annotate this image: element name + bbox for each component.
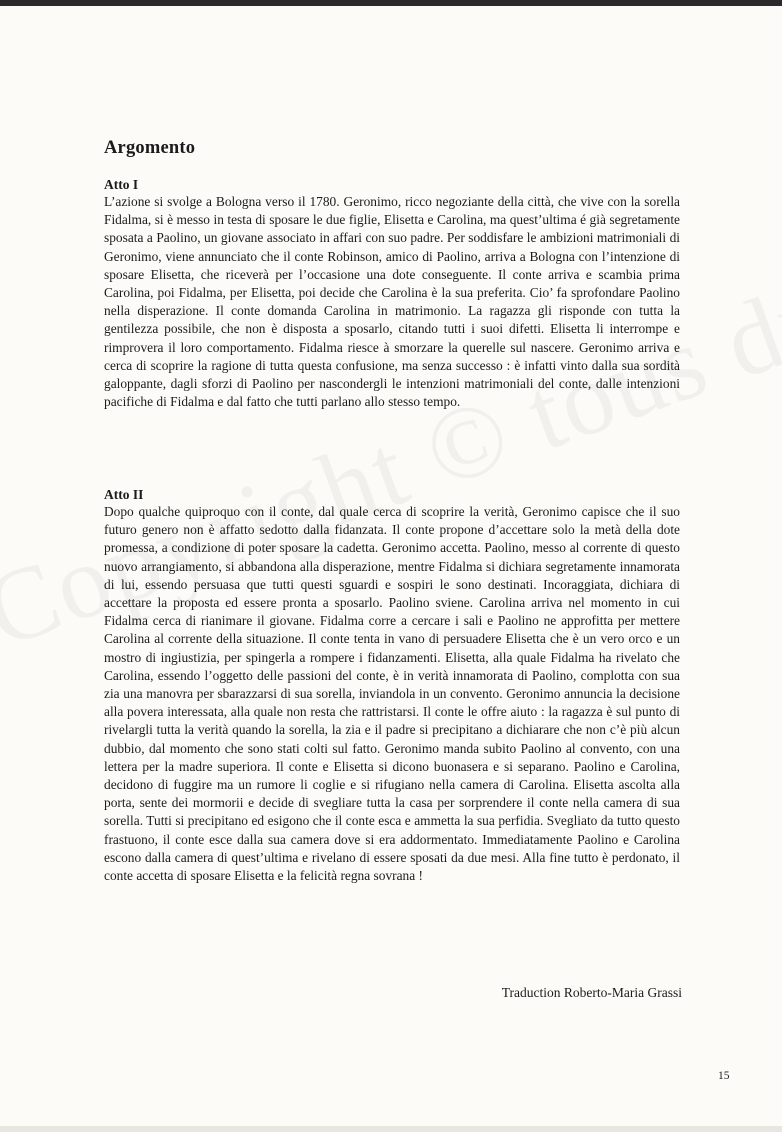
act-1-text: L’azione si svolge a Bologna verso il 1780. Geronimo, ricco negoziante della città, che vive con la sorella Fidalma, si è messo in testa di sposare le due figlie, Elisetta e Carolina, ma quest’ultima é già segretamente sposata a Paolino, un giovane associato in affari con suo padre. Per soddisfare le ambizioni matrimoniali di Geronimo, viene annunciato che il conte Robinson, amico di Paolino, arriva a Bologna con l’intenzione di sposare Elisetta, che riceverà per l’occasione una dote conseguente. Il conte arriva e scambia prima Carolina, poi Fidalma, per Elisetta, poi decide che Carolina è la sua preferita. Cio’ fa sprofondare Paolino nella disperazione. Il conte domanda Carolina in matrimonio. La ragazza gli risponde con tutta la gentilezza possibile, che non è disposta a sposarlo, citando tutti i suoi difetti. Elisetta li interrompe e rimprovera il loro comportamento. Fidalma riesce à smorzare la querelle sul nascere. Geronimo arriva e cerca di scoprire la ragione di tutta questa confusione, ma senza successo : è infatti vinto dalla sua sordità galoppante, dagli sforzi di Paolino per nascondergli le intenzioni matrimoniali del conte, dalle intenzioni pacifiche di Fidalma e dal fatto che tutti parlano allo stesso tempo. <box>104 194 680 410</box>
page-number: 15 <box>718 1070 730 1082</box>
page-title: Argomento <box>104 138 196 158</box>
translation-credit: Traduction Roberto-Maria Grassi <box>501 985 682 1000</box>
scan-edge-top <box>0 0 782 6</box>
act-2-heading: Atto II <box>104 487 144 502</box>
act-2-text: Dopo qualche quiproquo con il conte, dal quale cerca di scoprire la verità, Geronimo capisce che il suo futuro genero non è affatto sedotto dalla fidanzata. Il conte propone d’accettare solo la metà della dote promessa, a condizione di poter sposare la cadetta. Geronimo accetta. Paolino, messo al corrente di questo nuovo arrangiamento, si abbandona alla disperazione, mentre Fidalma si dichiara segretamente innamorata di lui, essendo persuasa que tutti questi sguardi e sospiri le sono destinati. Incoraggiata, dichiara di accettare la proposta ed essere pronta a sposarlo. Paolino sviene. Carolina arriva nel momento in cui Fidalma cerca di rianimare il giovane. Fidalma corre a cercare i sali e Paolino ne approfitta per mettere Carolina al corrente della situazione. Il conte tenta in vano di persuadere Elisetta che è un vero orco e un mostro di ingiustizia, per spingerla a rompere i fidanzamenti. Elisetta, alla quale Fidalma ha rivelato che Carolina, essendo l’oggetto delle passioni del conte, è in verità innamorata di Paolino, complotta con sua zia una manovra per sbarazzarsi di sua sorella, inviandola in un convento. Geronimo annuncia la decisione alla povera interessata, alla quale non resta che rattristarsi. Il conte le offre aiuto : la ragazza è sul punto di rivelargli tutta la verità quando la sorella, la zia e il padre si precipitano a dichiarare che non c’è più alcun dubbio, dal momento che sono stati colti sul fatto. Geronimo manda subito Paolino al convento, con una lettera per la madre superiora. Il conte e Elisetta si dicono buonasera e si separano. Paolino e Carolina, decidono di fuggire ma un rumore li coglie e si rifugiano nella camera di Carolina. Elisetta ascolta alla porta, sente dei mormorii e decide di svegliare tutta la casa per sorprendere il conte nella camera di sua sorella. Tutti si precipitano ed esigono che il conte esca e ammetta la sua perfidia. Svegliato da tutto questo frastuono, il conte esce dalla sua camera dove si era addormentato. Immediatamente Paolino e Carolina escono dalla camera di quest’ultima e rivelano di essere sposati da due mesi. Alla fine tutto è perdonato, il conte accetta di sposare Elisetta e la felicità regna sovrana ! <box>104 504 680 884</box>
act-1-heading: Atto I <box>104 177 139 192</box>
scan-edge-bottom <box>0 1126 782 1132</box>
